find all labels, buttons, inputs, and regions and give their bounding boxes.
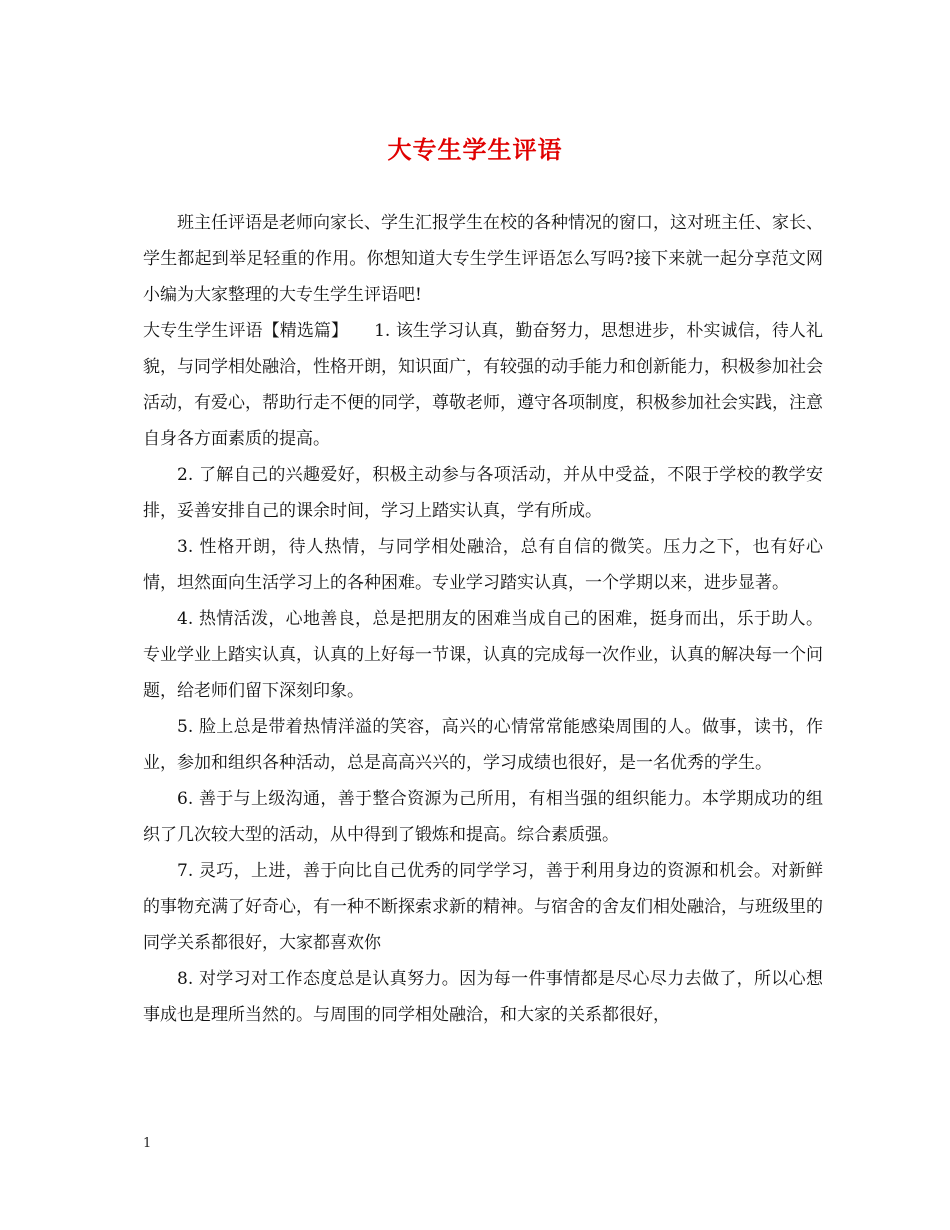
list-item: 1. 该生学习认真，勤奋努力，思想进步，朴实诚信，待人礼貌，与同学相处融洽，性格开朗，知识面广，有较强的动手能力和创新能力，积极参加社会活动，有爱心，帮助行走不便的同学，尊敬老师，遵守各项制度，积极参加社会实践，注意自身各方面素质的提高。 — [143, 321, 824, 449]
document-title: 大专生学生评语 — [387, 135, 563, 164]
list-item: 3. 性格开朗，待人热情，与同学相处融洽，总有自信的微笑。压力之下，也有好心情，坦然面向生活学习上的各种困难。专业学习踏实认真，一个学期以来，进步显著。 — [143, 537, 823, 593]
document-body — [143, 205, 823, 1033]
list-item: 5. 脸上总是带着热情洋溢的笑容，高兴的心情常常能感染周围的人。做事，读书，作业，参加和组织各种活动，总是高高兴兴的，学习成绩也很好，是一名优秀的学生。 — [143, 717, 823, 773]
list-item: 7. 灵巧，上进，善于向比自己优秀的同学学习，善于利用身边的资源和机会。对新鲜的事物充满了好奇心，有一种不断探索求新的精神。与宿舍的舍友们相处融洽，与班级里的同学关系都很好，大家都喜欢你 — [143, 861, 823, 953]
list-item: 2. 了解自己的兴趣爱好，积极主动参与各项活动，并从中受益，不限于学校的教学安排，妥善安排自己的课余时间，学习上踏实认真，学有所成。 — [143, 465, 823, 521]
section-paragraph-1 — [143, 313, 823, 457]
page-number: 1 — [143, 1136, 152, 1151]
list-item: 6. 善于与上级沟通，善于整合资源为己所用，有相当强的组织能力。本学期成功的组织了几次较大型的活动，从中得到了锻炼和提高。综合素质强。 — [143, 789, 823, 845]
list-item: 8. 对学习对工作态度总是认真努力。因为每一件事情都是尽心尽力去做了，所以心想事成也是理所当然的。与周围的同学相处融洽，和大家的关系都很好， — [143, 969, 823, 1025]
intro-paragraph: 班主任评语是老师向家长、学生汇报学生在校的各种情况的窗口，这对班主任、家长、学生都起到举足轻重的作用。你想知道大专生学生评语怎么写吗?接下来就一起分享范文网小编为大家整理的大专生学生评语吧! — [143, 213, 823, 305]
list-item: 4. 热情活泼，心地善良，总是把朋友的困难当成自己的困难，挺身而出，乐于助人。专业学业上踏实认真，认真的上好每一节课，认真的完成每一次作业，认真的解决每一个问题，给老师们留下深刻印象。 — [143, 609, 823, 701]
section-heading: 大专生学生评语【精选篇】 — [143, 321, 349, 341]
